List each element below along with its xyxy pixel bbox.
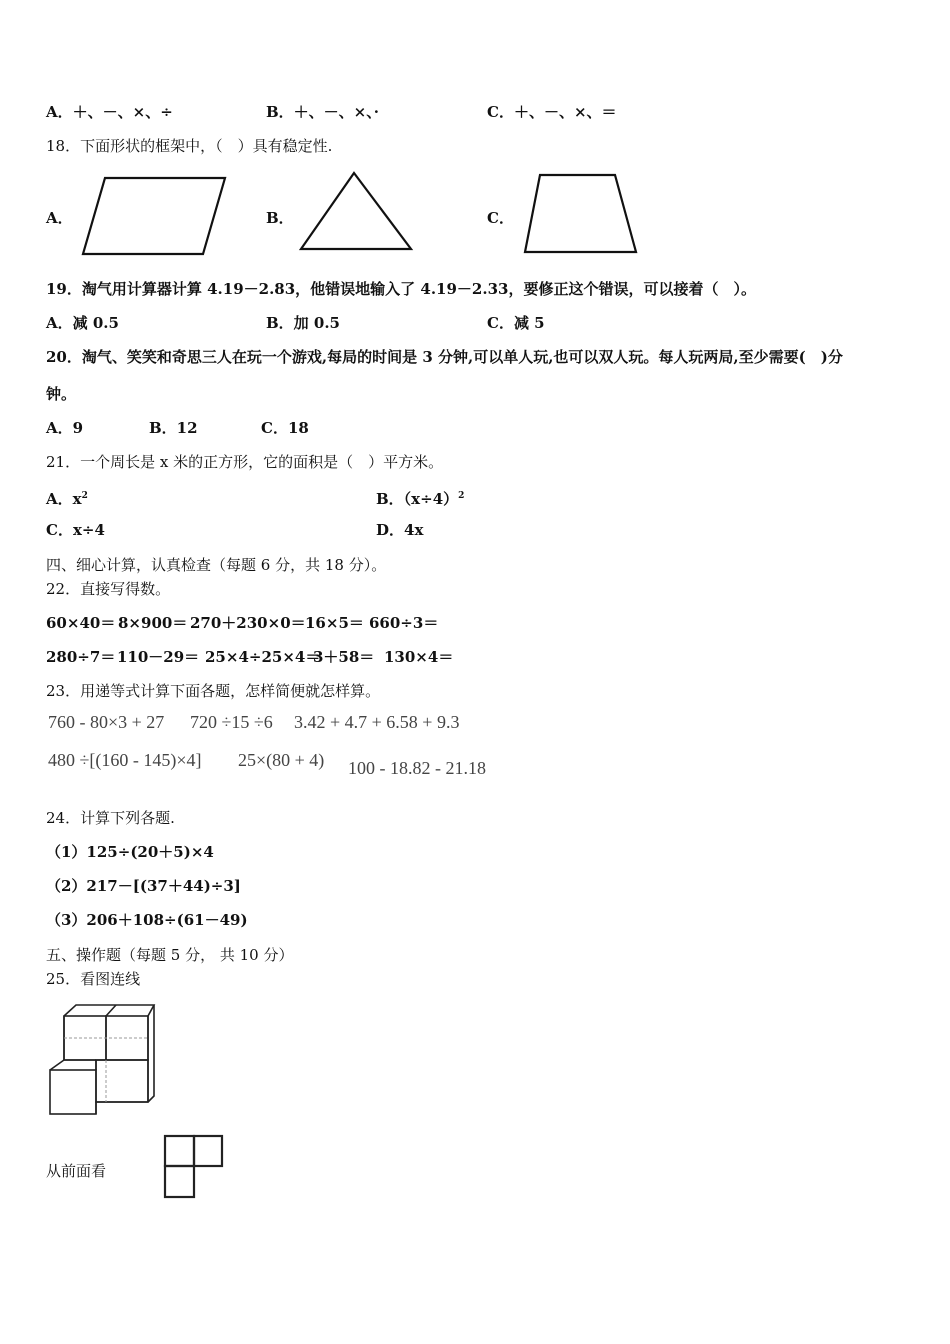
q22-item: 60×40＝ [46, 614, 116, 632]
front-view-grid-icon [163, 1134, 225, 1200]
q20-option-c: C．18 [261, 419, 309, 437]
q21-option-b-exponent: 2 [458, 491, 465, 501]
q23-expression: 25×(80 + 4) [238, 750, 325, 770]
q24-item: （3）206＋108÷(61－49) [46, 911, 248, 929]
q22-item: 270＋230×0＝ [190, 614, 306, 632]
q22-item: 110－29＝ [117, 648, 200, 666]
q19-stem: 19．淘气用计算器计算 4.19－2.83，他错误地输入了 4.19－2.33，要修正这个错误，可以接着（ ）。 [46, 280, 756, 298]
q23-expression: 720 ÷15 ÷6 [190, 712, 273, 732]
q20-option-a: A．9 [46, 419, 84, 437]
section4-title: 四、细心计算，认真检查（每题 6 分，共 18 分）。 [46, 556, 387, 574]
q17-option-c: C．＋、－、×、＝ [487, 103, 617, 121]
q21-option-b-label: B．（x÷4） [376, 490, 459, 508]
q17-option-a: A．＋、－、×、÷ [46, 103, 173, 121]
trapezoid-icon [522, 172, 640, 256]
q18-option-a: A． [46, 209, 73, 227]
q23-expression: 760 - 80×3 + 27 [48, 712, 165, 732]
q23-expression: 3.42 + 4.7 + 6.58 + 9.3 [294, 712, 460, 732]
q17-option-b: B．＋、－、×、· [266, 103, 379, 121]
q23-expression: 480 ÷[(160 - 145)×4] [48, 750, 202, 770]
q25-stem: 25．看图连线 [46, 970, 141, 988]
q21-option-a-label: A．x [46, 490, 82, 508]
q21-option-a-exponent: 2 [81, 491, 88, 501]
q21-stem: 21．一个周长是 x 米的正方形，它的面积是（ ）平方米。 [46, 453, 444, 471]
q18-option-c: C． [487, 209, 514, 227]
q19-option-b: B．加 0.5 [266, 314, 340, 332]
q22-item: 660÷3＝ [369, 614, 439, 632]
q20-option-b: B．12 [149, 419, 198, 437]
q23-stem: 23．用递等式计算下面各题，怎样简便就怎样算。 [46, 682, 381, 700]
q21-option-d: D．4x [376, 521, 424, 539]
q22-item: 8×900＝ [118, 614, 188, 632]
q22-item: 3＋58＝ [313, 648, 375, 666]
q19-option-c: C．减 5 [487, 314, 545, 332]
q22-item: 16×5＝ [305, 614, 364, 632]
q20-stem-line2: 钟。 [46, 385, 77, 403]
q24-item: （1）125÷(20＋5)×4 [46, 843, 214, 861]
q21-option-b [376, 486, 464, 509]
q18-stem: 18．下面形状的框架中，（ ）具有稳定性. [46, 137, 333, 155]
triangle-icon [298, 170, 414, 252]
q20-stem-line1: 20．淘气、笑笑和奇思三人在玩一个游戏,每局的时间是 3 分钟,可以单人玩,也可以双人玩。每人玩两局,至少需要( )分 [46, 348, 843, 366]
q21-option-a [46, 486, 88, 509]
q22-item: 25×4÷25×4＝ [205, 648, 321, 666]
q22-item: 280÷7＝ [46, 648, 116, 666]
q23-expression: 100 - 18.82 - 21.18 [348, 758, 486, 778]
q19-option-a: A．减 0.5 [46, 314, 119, 332]
q22-stem: 22．直接写得数。 [46, 580, 171, 598]
parallelogram-icon [80, 175, 230, 257]
q25-view-label: 从前面看 [46, 1162, 107, 1180]
q21-option-c: C．x÷4 [46, 521, 105, 539]
q22-item: 130×4＝ [384, 648, 454, 666]
cube-stack-icon [46, 1002, 156, 1118]
q24-stem: 24．计算下列各题. [46, 809, 175, 827]
q18-option-b: B． [266, 209, 294, 227]
q24-item: （2）217－[(37＋44)÷3] [46, 877, 241, 895]
section5-title: 五、操作题（每题 5 分， 共 10 分） [46, 946, 294, 964]
